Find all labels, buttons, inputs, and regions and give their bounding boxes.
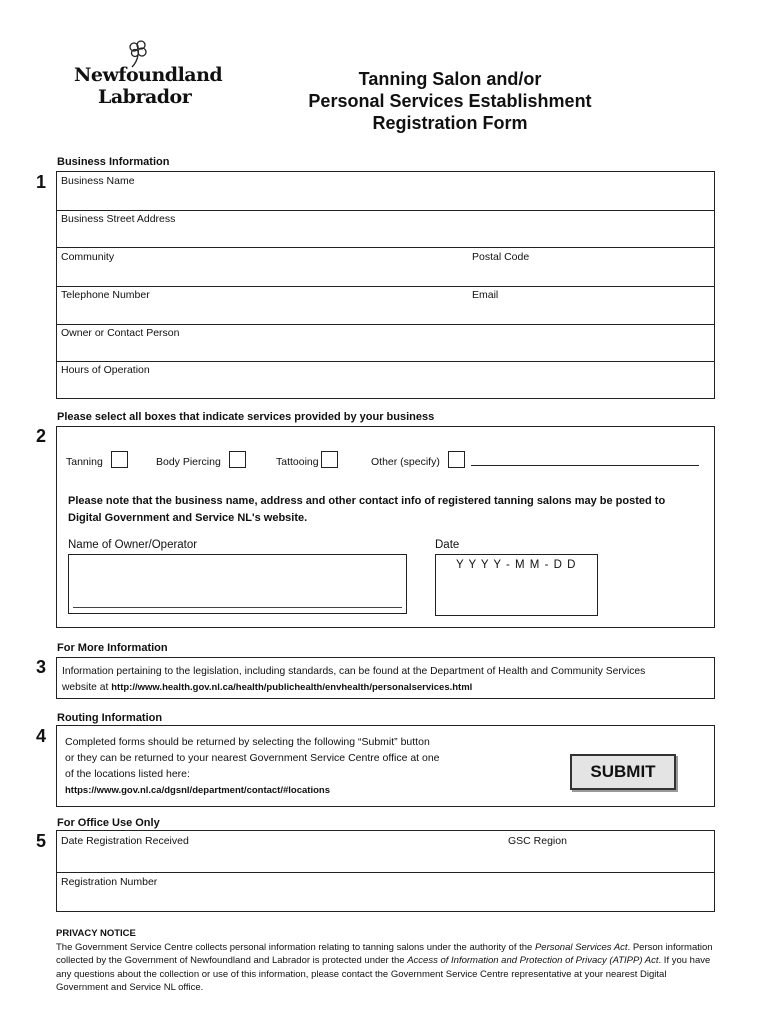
submit-button[interactable]: SUBMIT (570, 754, 676, 790)
business-name-label: Business Name (61, 175, 135, 187)
more-info-box (56, 657, 715, 699)
date-placeholder: Y Y Y Y - M M - D D (456, 559, 577, 571)
privacy-p1-end: . (627, 941, 631, 953)
hours-field[interactable] (57, 361, 714, 399)
more-info-prefix: website at (62, 682, 112, 693)
privacy-p2: Person information collected by the Government of Newfoundland and Labrador is protected under the (56, 941, 713, 966)
street-address-field[interactable] (57, 210, 714, 248)
telephone-label: Telephone Number (61, 289, 150, 301)
owner-contact-field[interactable] (57, 324, 714, 362)
service-tattooing (276, 451, 338, 468)
business-name-field[interactable] (57, 172, 714, 211)
other-specify-line[interactable] (471, 464, 699, 466)
privacy-heading: PRIVACY NOTICE (56, 928, 136, 939)
registration-number-row (57, 872, 714, 912)
more-info-heading: For More Information (57, 642, 168, 654)
health-website-link[interactable]: http://www.health.gov.nl.ca/health/publichealth/envhealth/personalservices.html (111, 682, 473, 693)
postal-code-label: Postal Code (472, 251, 530, 263)
signature-line (73, 607, 402, 608)
phone-email-row (57, 286, 714, 325)
office-use-heading: For Office Use Only (57, 817, 160, 829)
date-field[interactable] (435, 554, 598, 616)
services-heading: Please select all boxes that indicate services provided by your business (57, 411, 435, 423)
tattooing-label: Tattooing (276, 456, 319, 468)
street-address-label: Business Street Address (61, 213, 176, 225)
privacy-p2-end: . If you have any questions about the collection or use of this information, please contact the Government Service Centre representative at your nearest Digital Government and Service NL office. (56, 955, 711, 993)
tattooing-checkbox[interactable] (321, 451, 338, 468)
community-postal-row (57, 247, 714, 287)
tanning-checkbox[interactable] (111, 451, 128, 468)
title-line-3: Registration Form (372, 113, 528, 133)
posting-note-line-2: Digital Government and Service NL's website. (68, 512, 308, 524)
logo-line-1: Newfoundland (74, 64, 223, 86)
owner-operator-field[interactable] (68, 554, 407, 614)
service-piercing (156, 451, 246, 468)
services-box (56, 426, 715, 628)
owner-operator-label: Name of Owner/Operator (68, 539, 198, 551)
service-tanning (66, 451, 128, 468)
section-number-2: 2 (36, 426, 47, 446)
business-info-heading: Business Information (57, 156, 170, 168)
owner-contact-label: Owner or Contact Person (61, 327, 180, 339)
other-label: Other (specify) (371, 456, 440, 468)
piercing-checkbox[interactable] (229, 451, 246, 468)
privacy-p1-act: Personal Services Act (534, 941, 628, 953)
more-info-line-2 (62, 680, 712, 696)
nl-logo (74, 40, 223, 110)
more-info-text (62, 664, 712, 696)
date-label: Date (435, 539, 460, 551)
logo-line-2: Labrador (98, 86, 192, 108)
routing-line-1: Completed forms should be returned by selecting the following “Submit” button (65, 736, 430, 748)
title-line-2: Personal Services Establishment (308, 91, 592, 111)
privacy-p2-act: Access of Information and Protection of Privacy (ATIPP) Act (407, 955, 659, 966)
tanning-label: Tanning (66, 456, 103, 468)
posting-note-line-1: Please note that the business name, address and other contact info of registered tanning salons may be posted to (68, 495, 666, 507)
office-use-box (56, 830, 715, 912)
email-label: Email (472, 289, 499, 301)
locations-link[interactable]: https://www.gov.nl.ca/dgsnl/department/contact/#locations (65, 785, 330, 796)
form-title (290, 68, 610, 134)
section-number-5: 5 (36, 831, 47, 851)
piercing-label: Body Piercing (156, 456, 221, 468)
privacy-text (56, 941, 716, 995)
date-received-row (57, 831, 714, 873)
more-info-line-1: Information pertaining to the legislation, including standards, can be found at the Department of Health and Community Services (62, 666, 646, 677)
business-info-box (56, 171, 715, 399)
routing-line-2: or they can be returned to your nearest Government Service Centre office at one (65, 752, 440, 764)
posting-note (68, 493, 708, 527)
routing-text (65, 734, 545, 799)
privacy-p1: The Government Service Centre collects personal information relating to tanning salons under the authority of the (56, 941, 535, 953)
routing-line-3: of the locations listed here: (65, 768, 190, 780)
date-received-label: Date Registration Received (61, 835, 189, 847)
registration-number-label: Registration Number (61, 876, 158, 888)
section-number-4: 4 (36, 726, 47, 746)
service-other (371, 451, 465, 468)
section-number-3: 3 (36, 657, 47, 677)
community-label: Community (61, 251, 115, 263)
other-checkbox[interactable] (448, 451, 465, 468)
privacy-notice (56, 927, 716, 995)
gsc-region-label: GSC Region (508, 835, 567, 847)
section-number-1: 1 (36, 172, 47, 192)
hours-label: Hours of Operation (61, 364, 150, 376)
routing-heading: Routing Information (57, 712, 163, 724)
title-line-1: Tanning Salon and/or (358, 69, 542, 89)
